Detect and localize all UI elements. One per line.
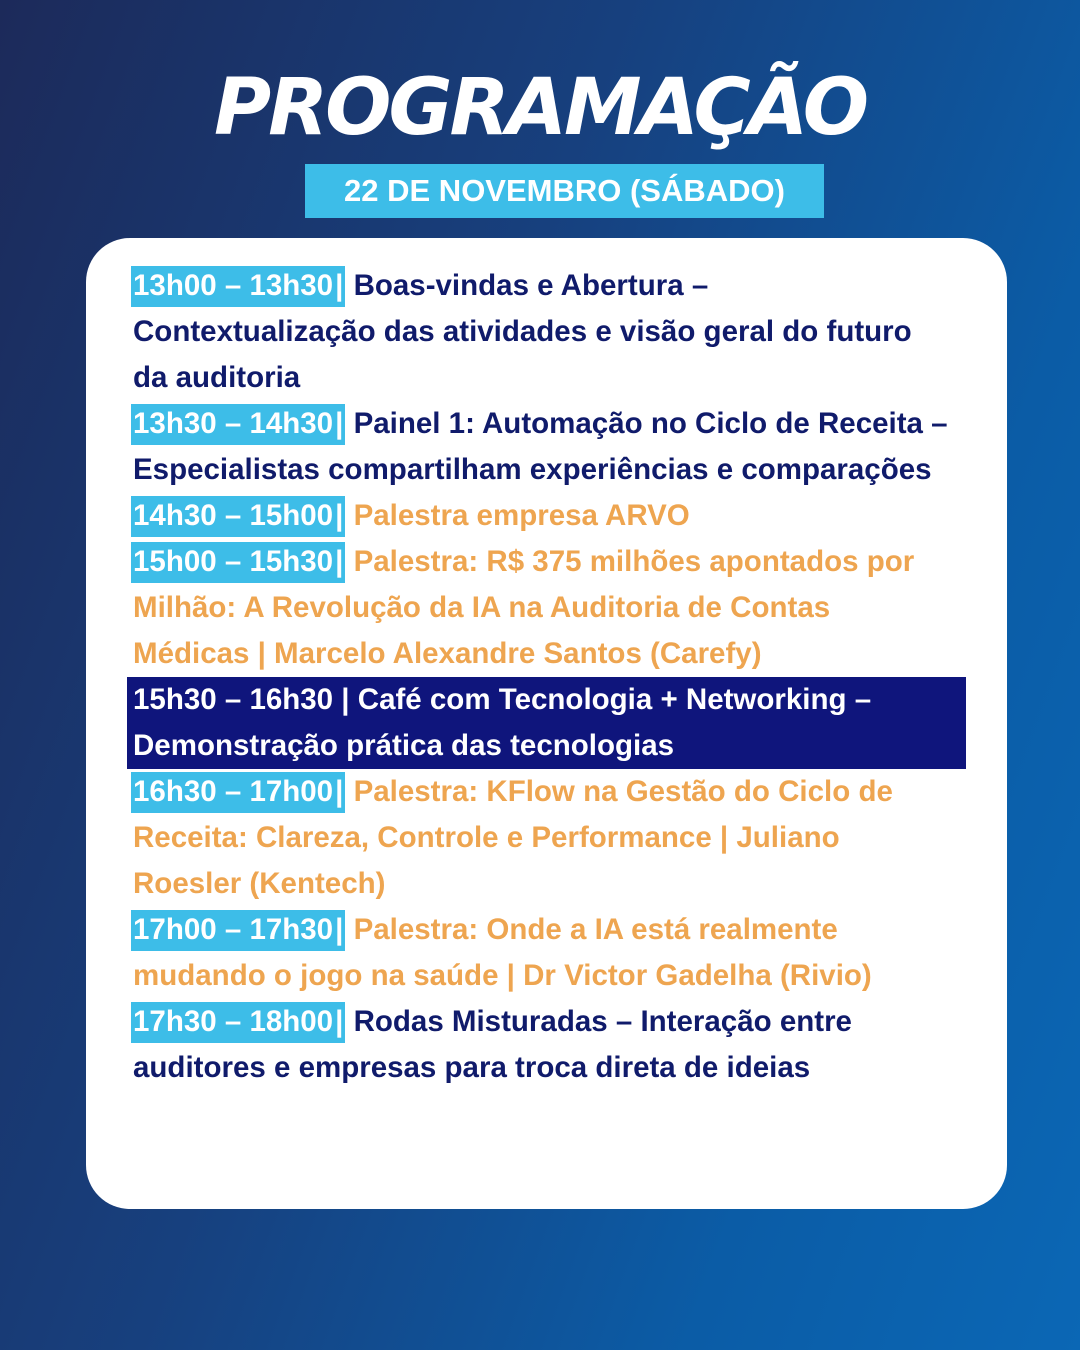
time-separator: | bbox=[333, 496, 345, 537]
time-separator: | bbox=[333, 1002, 345, 1043]
schedule-item-1330 bbox=[133, 263, 953, 401]
item-description: Café com Tecnologia + Networking – Demonstração prática das tecnologias bbox=[133, 683, 872, 762]
schedule-item-1800 bbox=[133, 999, 953, 1091]
schedule-item-1730 bbox=[133, 907, 953, 999]
schedule-item-1500 bbox=[133, 493, 953, 539]
time-badge: 13h00 – 13h30 bbox=[131, 266, 335, 307]
item-description: Painel 1: Automação no Ciclo de Receita – Especialistas compartilham experiências e comparações bbox=[133, 407, 948, 486]
time-badge: 14h30 – 15h00 bbox=[131, 496, 335, 537]
schedule-list bbox=[133, 263, 953, 1091]
item-description: Rodas Misturadas – Interação entre auditores e empresas para troca direta de ideias bbox=[133, 1005, 852, 1084]
item-description: Palestra empresa ARVO bbox=[353, 499, 690, 532]
time-separator: | bbox=[333, 266, 345, 307]
time-badge: 13h30 – 14h30 bbox=[131, 404, 335, 445]
time-separator: | bbox=[341, 683, 350, 716]
schedule-item-1430 bbox=[133, 401, 953, 493]
time-separator: | bbox=[333, 910, 345, 951]
time-badge: 15h00 – 15h30 bbox=[131, 542, 335, 583]
schedule-item-1530 bbox=[133, 539, 953, 677]
item-description: Palestra: Onde a IA está realmente mudando o jogo na saúde | Dr Victor Gadelha (Rivio) bbox=[133, 913, 872, 992]
time-separator: | bbox=[333, 404, 345, 445]
schedule-item-highlight bbox=[127, 677, 966, 769]
time-separator: | bbox=[333, 542, 345, 583]
time-label: 15h30 – 16h30 bbox=[133, 683, 334, 716]
item-description: Boas-vindas e Abertura – Contextualização das atividades e visão geral do futuro da auditoria bbox=[133, 269, 912, 394]
schedule-item-1700 bbox=[133, 769, 953, 907]
item-description: Palestra: R$ 375 milhões apontados por Milhão: A Revolução da IA na Auditoria de Contas Médicas | Marcelo Alexandre Santos (Carefy) bbox=[133, 545, 915, 670]
time-separator: | bbox=[333, 772, 345, 813]
item-description: Palestra: KFlow na Gestão do Ciclo de Receita: Clareza, Controle e Performance | Juliano Roesler (Kentech) bbox=[133, 775, 893, 900]
page-title: PROGRAMAÇÃO bbox=[213, 63, 867, 153]
date-badge: 22 DE NOVEMBRO (SÁBADO) bbox=[305, 164, 824, 218]
time-badge: 16h30 – 17h00 bbox=[131, 772, 335, 813]
time-badge: 17h00 – 17h30 bbox=[131, 910, 335, 951]
time-badge: 17h30 – 18h00 bbox=[131, 1002, 335, 1043]
